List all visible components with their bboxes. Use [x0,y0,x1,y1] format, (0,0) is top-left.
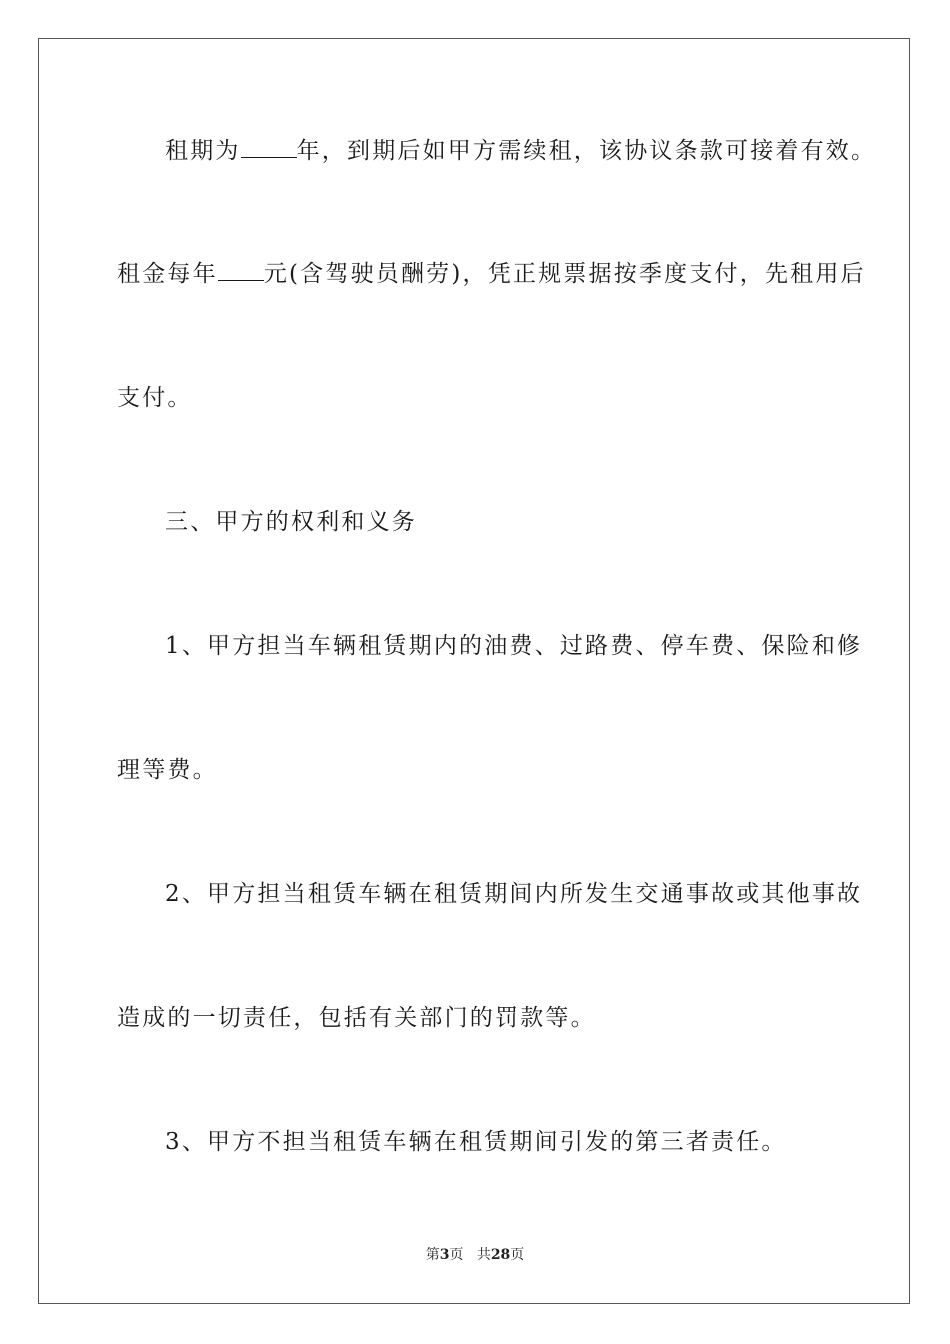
page-footer [0,1246,950,1264]
rent-amount-blank [218,260,264,281]
item-3-line-1: 3、甲方不担当租赁车辆在租赁期间引发的第三者责任。 [165,1129,787,1155]
page-number: 3 [439,1247,450,1263]
lease-years-blank [241,137,297,158]
item-2-line-1: 2、甲方担当租赁车辆在租赁期间内所发生交通事故或其他事故 [165,881,863,907]
rent-line-1 [117,259,866,289]
rent-suffix: 元(含驾驶员酬劳)，凭正规票据按季度支付，先租用后 [263,261,866,287]
rent-line-2: 支付。 [117,385,193,411]
page-border [38,38,910,1304]
total-pages: 28 [490,1247,511,1263]
lease-term-prefix: 租期为 [165,138,241,164]
page-suffix: 页 [449,1247,464,1263]
item-1-line-1: 1、甲方担当车辆租赁期内的油费、过路费、停车费、保险和修 [165,633,863,659]
section-heading: 三、甲方的权利和义务 [165,509,417,535]
rent-prefix: 租金每年 [117,261,218,287]
item-2-line-2: 造成的一切责任，包括有关部门的罚款等。 [117,1005,596,1031]
item-1-line-2: 理等费。 [117,757,218,783]
total-suffix: 页 [510,1247,525,1263]
total-prefix: 共 [476,1247,491,1263]
lease-term-suffix: 年，到期后如甲方需续租，该协议条款可接着有效。 [296,138,877,164]
lease-term-line [165,136,876,166]
page-prefix: 第 [425,1247,440,1263]
